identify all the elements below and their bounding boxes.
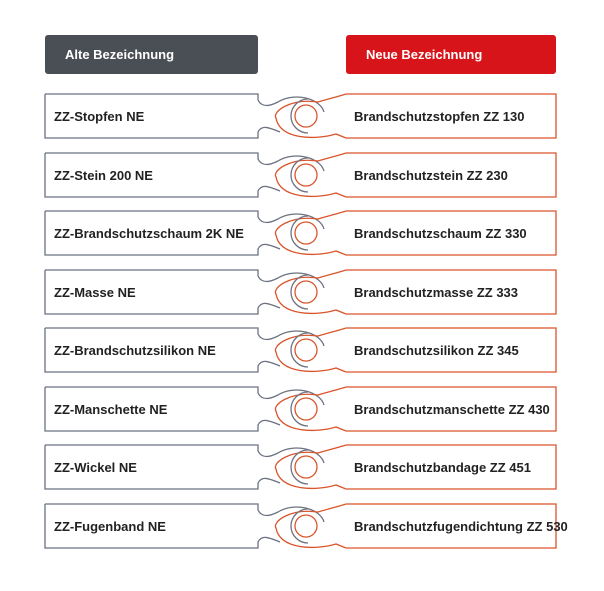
connector-ring	[295, 398, 317, 420]
connector-ring	[295, 164, 317, 186]
new-name-label: Brandschutzstein ZZ 230	[354, 167, 508, 183]
new-name-label: Brandschutzbandage ZZ 451	[354, 459, 531, 475]
new-name-label: Brandschutzsilikon ZZ 345	[354, 342, 519, 358]
old-name-header-label: Alte Bezeichnung	[65, 47, 175, 62]
connector-ring	[295, 281, 317, 303]
old-name-label: ZZ-Stein 200 NE	[54, 167, 153, 183]
new-name-label: Brandschutzmanschette ZZ 430	[354, 401, 550, 417]
connector-hook	[291, 275, 308, 309]
connector-hook	[291, 509, 308, 543]
connector-hook	[291, 158, 308, 192]
old-name-label: ZZ-Wickel NE	[54, 459, 137, 475]
connector-ring	[295, 515, 317, 537]
old-name-label: ZZ-Manschette NE	[54, 401, 168, 417]
connector-ring	[295, 105, 317, 127]
connector-hook	[291, 216, 308, 250]
connector-hook	[291, 450, 308, 484]
new-name-label: Brandschutzfugendichtung ZZ 530	[354, 518, 568, 534]
new-name-header-label: Neue Bezeichnung	[366, 47, 483, 62]
connector-hook	[291, 99, 308, 133]
old-name-label: ZZ-Fugenband NE	[54, 518, 166, 534]
old-name-label: ZZ-Masse NE	[54, 284, 136, 300]
new-name-label: Brandschutzstopfen ZZ 130	[354, 108, 525, 124]
connector-ring	[295, 456, 317, 478]
old-name-label: ZZ-Brandschutzsilikon NE	[54, 342, 216, 358]
old-name-label: ZZ-Brandschutzschaum 2K NE	[54, 225, 244, 241]
connector-ring	[295, 339, 317, 361]
connector-hook	[291, 333, 308, 367]
new-name-label: Brandschutzmasse ZZ 333	[354, 284, 519, 300]
connector-ring	[295, 222, 317, 244]
old-name-header	[45, 35, 258, 74]
new-name-header	[346, 35, 556, 74]
old-name-label: ZZ-Stopfen NE	[54, 108, 145, 124]
connector-hook	[291, 392, 308, 426]
new-name-label: Brandschutzschaum ZZ 330	[354, 225, 527, 241]
